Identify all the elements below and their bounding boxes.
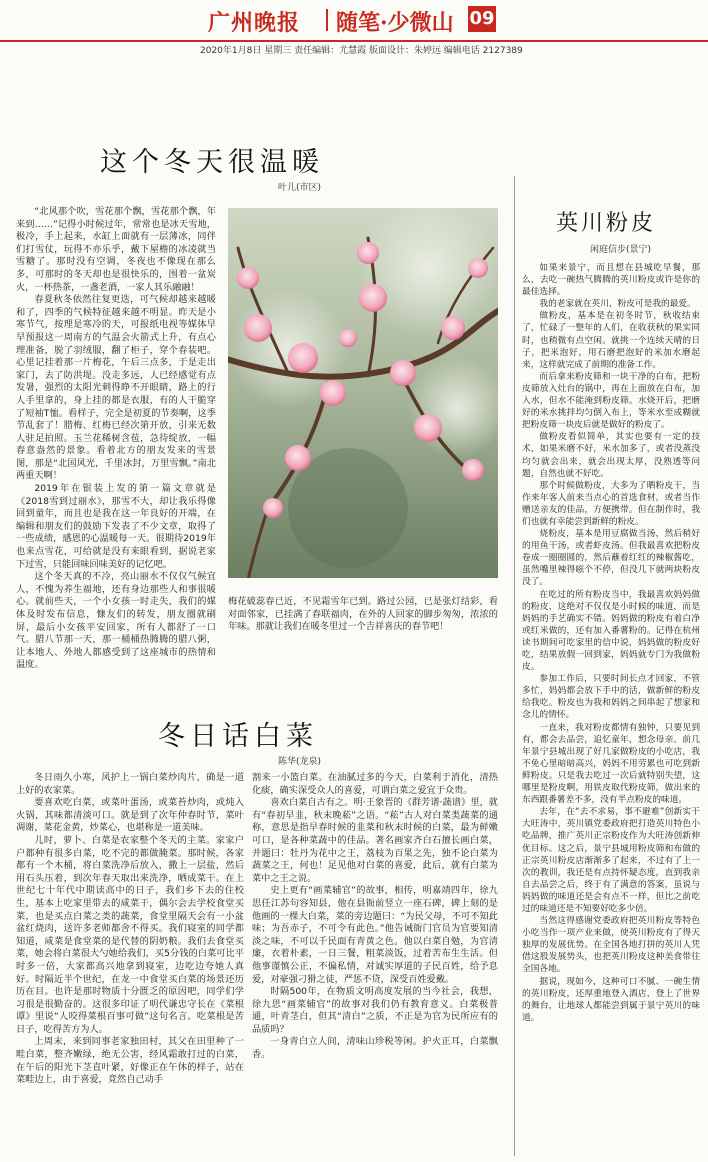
article1-paragraph: 2019年在银装上发的第一篇文章就是《2018雪到过丽水》，那雪不大，却让我乐得像回到童年，而且也是我在这一年良好的开端，在编辑和朋友们的鼓励下发表了不少文章，取得了一些成绩，感恩的心温暖每一天。很期待2019年也来点雪花，可给就是没有来眼看到，据说老家下过雪，只能回味回味美好的记忆吧。 — [16, 483, 216, 570]
article2-paragraph: 上周末，来到同事老家独田村，其父在田里种了一畦白菜，整齐嫩绿，绝无公害，经风霜敢打过的白菜，在午后的阳光下茎直叶紧，好像正在午休的样子，站在菜畦边上，由于喜爱，竟然自己动手 — [16, 1036, 244, 1086]
article2-paragraph: 史上更有“画菜辅官”的故事，相传，明嘉靖四年，徐九思任江苏句容知县，他在县衙前竖立一座石碑，碑上刻的是他画的一棵大白菜，菜的旁边题曰：“为民父母，不可不知此味；为吾赤子，不可令有此色。”他告诫衙门官员为官要知清淡之味，不可以千民面有青黄之色。他以白菜自勉，为官清廉，衣着朴素，一日三餐，粗菜淡饭，过着苦布生生活。但他事谨慎公正，不偏私情，对诚实厚道的子民百姓，给予息爱，对豪强刁猾之徒，严惩不贷，深受百姓爱戴。 — [252, 885, 498, 985]
article3-paragraph: 据说，现如今，这种可口不腻、一碗生情的英川粉皮，还厚重地登入酒店，登上了世界的舞台，让地球人都能尝到属于景宁英川的味道。 — [522, 976, 700, 1023]
article3-paragraph: 参加工作后，只要时间长点才回家，不管多忙，妈妈都会放下手中的活，做新鲜的粉皮给我吃。粉皮也为我和妈妈之间串起了想家和念儿的情怀。 — [522, 674, 700, 721]
article2-paragraph: 时隔500年，在物质文明高度发展的当今社会，我想，徐九思“画菜辅官”的故事对我们仍有教育意义。白菜极普通，叶青茎白，但其“清白”之质，不正是为官为民所应有的品质吗？ — [252, 986, 498, 1035]
masthead-rule — [0, 40, 708, 42]
article2-author: 陈华(龙泉) — [278, 757, 322, 767]
page-number: 09 — [468, 6, 496, 32]
article1-body — [16, 206, 216, 672]
article1-author: 叶儿(市区) — [278, 183, 322, 193]
article1-paragraph: 春夏秋冬依然往复更迭，可气候却越来越暖和了，四季的气候特征越来越不明显。昨天是小寒节气，按理是寒冷的天，可报纸电视等媒体早早预报这一周南方的气温会火箭式上升，有点心理准备，脱了羽绒服，翻了柜子，穿个春装吧。心里记挂着那一片梅花，午后三点多，于是走出家门，去了防洪堤。没走多远，人已经感觉有点发暑，强烈的太阳光刺得睁不开眼睛，路上的行人手里拿的，身上挂的都是衣服，有的人干脆穿了短袖T恤。看样子，完全是初夏的节奏啊，这季节乱套了！腊梅、红梅已经次第开放，引来无数人驻足拍照。玉兰花稀树含苞，急待绽放，一幅春意盎然的景象。看着北方的朋友发来的雪景图，那是“北国风光，千里冰封，万里雪飘。”南北两重天啊！ — [16, 294, 216, 482]
article3-body — [522, 262, 700, 1024]
article1-paragraph: 这个冬天真的不冷，亮山丽水不仅仅气候宜人，不愧为养生福地，还有身边那些人和事很暖心。就前些天，一个小女孩一时走失，我们的媒体及时发布信息，慷友们的转发，朋友圈就刷屏，最后小女孩平安回家，所有人都舒了一口气。腊八节那一天，那一桶桶热腾腾的腊八粥，让本地人、外地人都感受到了这座城市的热情和温度。 — [16, 571, 216, 671]
article3-title: 英川粉皮 — [556, 211, 657, 236]
column-divider — [514, 176, 515, 1156]
article2-paragraph: 要喜欢吃白菜，或菜叶蛋汤，或菜苔炒肉，或炖入火锅，其味都清淡可口。就是到了次年仲春时节，菜叶凋谢，菜花金黄，炒菜心，也堪称是一道美味。 — [16, 797, 244, 834]
paper-name: 广州晚报 — [208, 10, 301, 36]
article2-col2 — [252, 772, 498, 1062]
article3-paragraph: 那个时候做粉皮，大多为了晒粉皮干，当作来年客人前来当点心的首选食材，或者当作赠送亲友的佳品，方便携带。但在制作时，我们也就有幸能尝到新鲜的粉皮。 — [522, 480, 700, 527]
article1-title: 这个冬天很温暖 — [100, 147, 324, 178]
plum-blossom-photo — [228, 208, 498, 578]
masthead-info: 2020年1月8日 星期三 责任编辑：尤慧霞 版面设计：朱婷远 编辑电话 2127389 — [200, 46, 523, 56]
article3-paragraph: 如果来景宁，而且想在县城吃早餐，那么，去吃一碗热气腾腾的英川粉皮或许是你的最佳选择。 — [522, 263, 700, 298]
article1-paragraph: “北风那个吹，雪花那个飘，雪花那个飘，年来到……”记得小时候过年，常常也是冰天雪地，极冷，手上起来，水缸上面就有一层薄冰，同伴们打雪仗，玩得不亦乐乎，戴下屋檐的冰凌就当雪糖了。那时没有空调，冬夜也不像现在那么多，可那时的冬天却也是很快乐的，围着一盆炭火，一杯热茶，一盏老酒，一家人其乐融融！ — [16, 206, 216, 293]
article3-paragraph: 而后拿来粉皮筛和一块干净的白布，把粉皮筛放入灶台的锅中，再在上面放在白布，加入水，但水不能淹到粉皮筛。水烧开后，把磨好的米水挑拌均匀倒入布上，等米水至成糊就把粉皮筛一块皮后就是做好的粉皮了。 — [522, 371, 700, 431]
masthead-separator — [326, 9, 328, 31]
photo-caption: 梅花破蕊春已近，不见霜雪年已到。路过公园，已是张灯结彩，看对面邻家，已挂满了春联福肉，在外的人回家的脚步匆匆，浓浓的年味。那就让我们在暖冬里过一个吉祥喜庆的春节吧！ — [228, 596, 498, 633]
article3-paragraph: 在吃过的所有粉皮当中，我最喜欢妈妈做的粉皮，这绝对不仅仅是小时候的味道，而是妈妈的手艺确实不错。妈妈做的粉皮有着白净或红米做的，还有加入番薯粉的。记得在杭州读书期间可吃家里的信中说，妈妈做的粉皮好吃，结果放假一回到家，妈妈就专门为我做粉皮。 — [522, 589, 700, 673]
article3-paragraph: 我的老家就在英川，粉皮可是我的最爱。 — [539, 299, 696, 310]
masthead — [0, 0, 708, 56]
section-title: 随笔·少微山 — [336, 10, 454, 36]
article3-author: 闲庭信步(景宁) — [590, 245, 652, 255]
article2-title: 冬日话白菜 — [158, 721, 318, 752]
article2-paragraph: 喜欢白菜自古有之。明·王象晋的《群芳谱·蔬谱》里，就有“春初早韭，秋末晚菘”之语。“菘”古人对白菜类蔬菜的通称，意思是指早春时候的韭菜和秋末时候的白菜，最为鲜嫩可口，是各种菜蔬中的佳品。著名画家齐白石擅长画白菜，并题曰：牡丹为花中之王，荔枝为百果之先，独不论白菜为蔬菜之王，何也！足见他对白菜的喜爱，此后，就有白菜为菜中之王之说。 — [252, 797, 498, 884]
article3-paragraph: 做粉皮看似简单，其实也要有一定的技术，如果米磨不好，米水加多了，或者没蒸没均匀就会出来，就会出现太厚，没熟透等问题，自然也就不好吃。 — [522, 432, 700, 479]
article2-paragraph: 冬日雨久小寒，风护上一锅白菜炒肉片，确是一道上好的农家菜。 — [16, 772, 244, 796]
article2-paragraph: 儿时，萝卜、白菜是农家整个冬天的主菜。家家户户都种有很多白菜，吃不完的都做腌菜。那时候，各家都有一个木桶，将白菜洗净后放入，撒上一层盐，然后用石头压着，到次年春天取出来洗净，晒成菜干。在上世纪七十年代中期读高中的日子，我们乡下去的住校生，基本上吃家里带去的咸菜干，偶尔会去学校食堂买菜，也是买点白菜之类的蔬菜，食堂里隔天会有一小盆盆红烧肉，送许多老师都舍不得买。我们寝室的同学都知道，咸菜是食堂菜的是代替的阴奶粮。我们去食堂买菜，她会将白菜很大勺她给我们，买5分钱的白菜可比平时多一倍，大家都高兴地拿到寝室，边吃边夸她人真好。时隔近半个世纪，在龙一中食堂买白菜的场景还历历在目。也许是那时物质十分匮乏的原因吧，同学们学习很是很勤奋的。这很多印证了明代谦忠守长在《菜根谭》里说“人咬得菜根百事可做”这句名言。吃菜根是苦日子，吃得苦方为人。 — [16, 834, 244, 1035]
article3-paragraph: 当然这得感谢党委政府把英川粉皮等特色小吃当作一项产业来做，使英川粉皮有了得天独厚的发展优势。在全国各地打拼的英川人凭借这股发展势头，也把英川粉皮这种美食带往全国各地。 — [522, 916, 700, 975]
article2-col1 — [16, 772, 244, 1087]
article3-paragraph: 烧粉皮，基本是用豆腐做当汤，然后稍好的用鱼干汤，或者虾皮汤。但我最喜欢把粉皮卷成一圈圈圆的，然后蘸着红红的辣椒酱吃，虽然嘴里辣得嗞个不停，但没几下就两块粉皮没了。 — [522, 529, 700, 588]
article2-paragraph: 割来一小篮白菜。在油腻过多的今天，白菜利于消化，清热化痰，确实深受众人的喜爱，可谓白菜之爱宜于众贵。 — [252, 772, 498, 796]
article3-paragraph: 一直来，我对粉皮都情有独钟，只要见到有，都会去品尝，追忆童年，想念母亲。前几年景宁县城出现了好几家做粉皮的小吃店，我不免心里暗暗高兴，妈妈不用劳累也可吃到新鲜粉皮。只是我去吃过一次后就特别失望，这哪里是粉皮啊，用铁皮取代粉皮筛，做出来的东西跟番薯差不多，没有半点粉皮的味道。 — [522, 722, 700, 806]
article3-paragraph: 做粉皮，基本是在初冬时节，秋收结束了，忙碌了一整年的人们，在收获秋的果实同时，也稍微有点空闲。就挑一个连续天晴的日子，把米泡好，用石磨把泡好的米加水磨起来，这样就完成了前期的准备工作。 — [522, 311, 700, 370]
article3-paragraph: 去年，在“去不求易，事不避难”创新实干大旺涛中，英川镇党委政府把打造英川特色小吃品牌，推广英川正宗粉皮作为大旺涛创新伸优目标。这之后，景宁县城用粉皮筛和布做的正宗英川粉皮店渐渐多了起来，不过有了上一次的教训，我还是有点持怀疑态度，直到我亲自去品尝之后，终于有了满意的答案，虽说与妈妈做的味道还是会有点不一样，但比之前吃过的味道还是不知要好吃多少倍。 — [522, 807, 700, 914]
article2-paragraph: 一身青白立人间，清味山珍税等闲。护火正耳，白菜飘香。 — [252, 1036, 498, 1061]
